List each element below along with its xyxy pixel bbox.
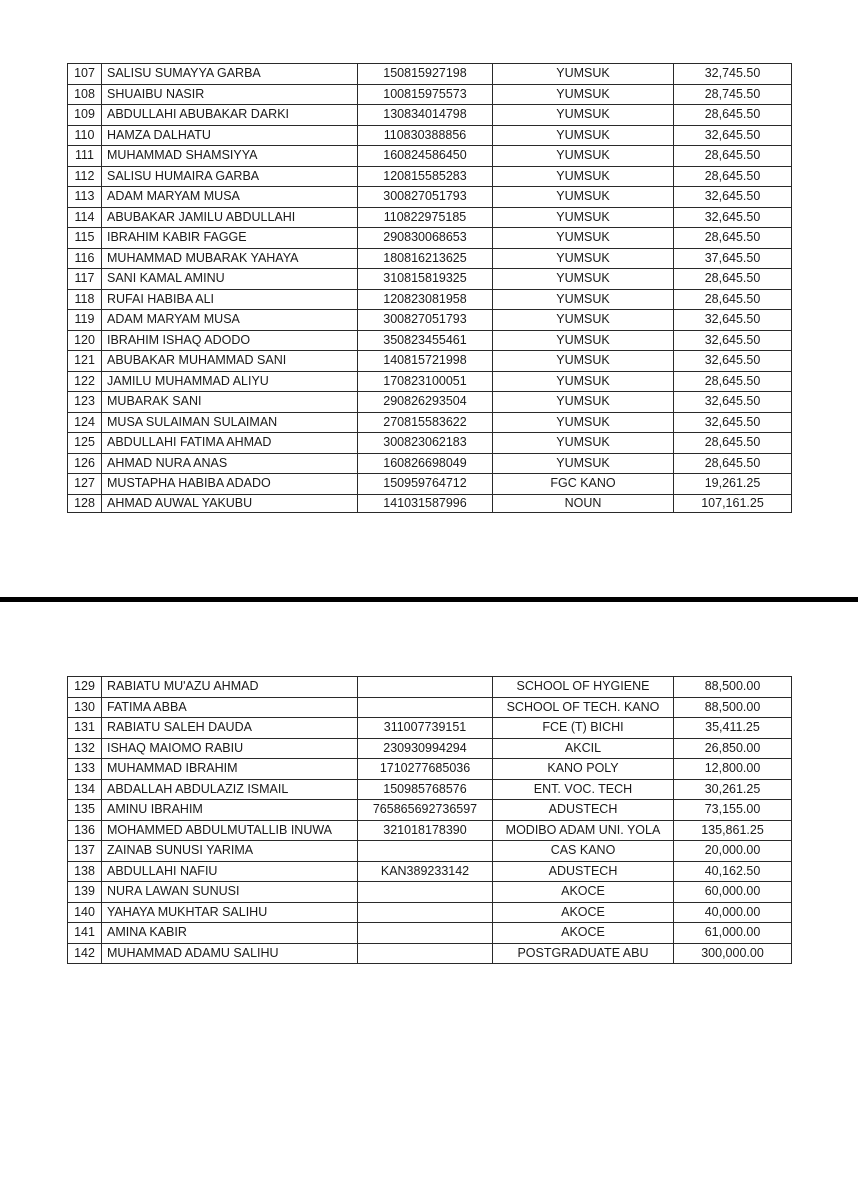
table-row — [68, 882, 792, 903]
payee-name: ABDULLAHI NAFIU — [102, 861, 358, 882]
institution-name: YUMSUK — [493, 371, 674, 392]
table-row — [68, 738, 792, 759]
payee-name: ABDULLAHI ABUBAKAR DARKI — [102, 105, 358, 126]
amount: 19,261.25 — [674, 474, 792, 495]
amount: 12,800.00 — [674, 759, 792, 780]
row-number: 137 — [68, 841, 102, 862]
payee-name: NURA LAWAN SUNUSI — [102, 882, 358, 903]
row-number: 123 — [68, 392, 102, 413]
table-row — [68, 861, 792, 882]
row-number: 131 — [68, 718, 102, 739]
row-number: 113 — [68, 187, 102, 208]
institution-name: YUMSUK — [493, 433, 674, 454]
amount: 28,745.50 — [674, 84, 792, 105]
row-number: 108 — [68, 84, 102, 105]
payee-name: RUFAI HABIBA ALI — [102, 289, 358, 310]
table-row — [68, 125, 792, 146]
institution-name: YUMSUK — [493, 166, 674, 187]
institution-name: MODIBO ADAM UNI. YOLA — [493, 820, 674, 841]
table-row — [68, 943, 792, 964]
institution-name: YUMSUK — [493, 392, 674, 413]
account-number — [358, 902, 493, 923]
row-number: 122 — [68, 371, 102, 392]
payee-name: ABDULLAHI FATIMA AHMAD — [102, 433, 358, 454]
amount: 40,000.00 — [674, 902, 792, 923]
table-row — [68, 207, 792, 228]
row-number: 110 — [68, 125, 102, 146]
amount: 32,645.50 — [674, 330, 792, 351]
payee-name: ZAINAB SUNUSI YARIMA — [102, 841, 358, 862]
amount: 32,645.50 — [674, 412, 792, 433]
account-number: 1710277685036 — [358, 759, 493, 780]
amount: 37,645.50 — [674, 248, 792, 269]
table-row — [68, 330, 792, 351]
row-number: 132 — [68, 738, 102, 759]
institution-name: YUMSUK — [493, 269, 674, 290]
payee-name: ABDALLAH ABDULAZIZ ISMAIL — [102, 779, 358, 800]
amount: 32,645.50 — [674, 207, 792, 228]
table-row — [68, 923, 792, 944]
amount: 28,645.50 — [674, 105, 792, 126]
payee-name: SALISU SUMAYYA GARBA — [102, 64, 358, 85]
page-cut-area — [0, 516, 858, 596]
amount: 30,261.25 — [674, 779, 792, 800]
row-number: 130 — [68, 697, 102, 718]
row-number: 140 — [68, 902, 102, 923]
row-number: 135 — [68, 800, 102, 821]
account-number: 311007739151 — [358, 718, 493, 739]
payee-name: MUHAMMAD IBRAHIM — [102, 759, 358, 780]
amount: 26,850.00 — [674, 738, 792, 759]
row-number: 139 — [68, 882, 102, 903]
table-row — [68, 841, 792, 862]
institution-name: YUMSUK — [493, 207, 674, 228]
row-number: 126 — [68, 453, 102, 474]
payee-name: JAMILU MUHAMMAD ALIYU — [102, 371, 358, 392]
account-number: 180816213625 — [358, 248, 493, 269]
account-number: 120815585283 — [358, 166, 493, 187]
ledger-table-bottom — [67, 676, 792, 964]
row-number: 120 — [68, 330, 102, 351]
table-row — [68, 269, 792, 290]
payee-name: MUSA SULAIMAN SULAIMAN — [102, 412, 358, 433]
table-row — [68, 433, 792, 454]
payee-name: HAMZA DALHATU — [102, 125, 358, 146]
table-row — [68, 166, 792, 187]
amount: 300,000.00 — [674, 943, 792, 964]
amount: 35,411.25 — [674, 718, 792, 739]
amount: 88,500.00 — [674, 677, 792, 698]
row-number: 127 — [68, 474, 102, 495]
payee-name: MOHAMMED ABDULMUTALLIB INUWA — [102, 820, 358, 841]
row-number: 141 — [68, 923, 102, 944]
amount: 135,861.25 — [674, 820, 792, 841]
institution-name: YUMSUK — [493, 228, 674, 249]
institution-name: AKOCE — [493, 902, 674, 923]
account-number: 110830388856 — [358, 125, 493, 146]
account-number — [358, 841, 493, 862]
payee-name: MUHAMMAD ADAMU SALIHU — [102, 943, 358, 964]
amount: 32,645.50 — [674, 310, 792, 331]
table-row — [68, 187, 792, 208]
table-row — [68, 412, 792, 433]
amount: 28,645.50 — [674, 289, 792, 310]
amount: 28,645.50 — [674, 166, 792, 187]
account-number: 321018178390 — [358, 820, 493, 841]
row-number: 121 — [68, 351, 102, 372]
institution-name: YUMSUK — [493, 248, 674, 269]
table-row — [68, 453, 792, 474]
account-number: KAN389233142 — [358, 861, 493, 882]
account-number: 160826698049 — [358, 453, 493, 474]
account-number: 160824586450 — [358, 146, 493, 167]
table-row — [68, 392, 792, 413]
account-number: 300827051793 — [358, 187, 493, 208]
institution-name: YUMSUK — [493, 453, 674, 474]
institution-name: ENT. VOC. TECH — [493, 779, 674, 800]
row-number: 109 — [68, 105, 102, 126]
amount: 28,645.50 — [674, 269, 792, 290]
institution-name: YUMSUK — [493, 310, 674, 331]
ledger-table-top — [67, 63, 792, 513]
institution-name: AKOCE — [493, 923, 674, 944]
institution-name: CAS KANO — [493, 841, 674, 862]
institution-name: YUMSUK — [493, 146, 674, 167]
institution-name: YUMSUK — [493, 125, 674, 146]
amount: 61,000.00 — [674, 923, 792, 944]
table-row — [68, 248, 792, 269]
row-number: 129 — [68, 677, 102, 698]
table-row — [68, 228, 792, 249]
payee-name: RABIATU SALEH DAUDA — [102, 718, 358, 739]
row-number: 128 — [68, 494, 102, 512]
row-number: 114 — [68, 207, 102, 228]
account-number: 300823062183 — [358, 433, 493, 454]
institution-name: POSTGRADUATE ABU — [493, 943, 674, 964]
institution-name: YUMSUK — [493, 84, 674, 105]
account-number — [358, 943, 493, 964]
account-number — [358, 677, 493, 698]
table-row — [68, 310, 792, 331]
ledger-table-top-body — [68, 64, 792, 513]
payee-name: AHMAD AUWAL YAKUBU — [102, 494, 358, 512]
row-number: 138 — [68, 861, 102, 882]
institution-name: SCHOOL OF HYGIENE — [493, 677, 674, 698]
payee-name: MUSTAPHA HABIBA ADADO — [102, 474, 358, 495]
account-number: 110822975185 — [358, 207, 493, 228]
account-number: 290826293504 — [358, 392, 493, 413]
institution-name: SCHOOL OF TECH. KANO — [493, 697, 674, 718]
payee-name: ADAM MARYAM MUSA — [102, 187, 358, 208]
amount: 32,645.50 — [674, 125, 792, 146]
table-row — [68, 779, 792, 800]
row-number: 136 — [68, 820, 102, 841]
payee-name: MUBARAK SANI — [102, 392, 358, 413]
institution-name: KANO POLY — [493, 759, 674, 780]
row-number: 124 — [68, 412, 102, 433]
table-row — [68, 371, 792, 392]
table-row — [68, 474, 792, 495]
amount: 73,155.00 — [674, 800, 792, 821]
payee-name: ISHAQ MAIOMO RABIU — [102, 738, 358, 759]
account-number: 300827051793 — [358, 310, 493, 331]
table-row — [68, 718, 792, 739]
account-number: 310815819325 — [358, 269, 493, 290]
payee-name: FATIMA ABBA — [102, 697, 358, 718]
institution-name: YUMSUK — [493, 351, 674, 372]
payee-name: SHUAIBU NASIR — [102, 84, 358, 105]
table-row — [68, 84, 792, 105]
table-row — [68, 105, 792, 126]
payee-name: IBRAHIM KABIR FAGGE — [102, 228, 358, 249]
institution-name: YUMSUK — [493, 412, 674, 433]
institution-name: YUMSUK — [493, 64, 674, 85]
row-number: 116 — [68, 248, 102, 269]
table-row — [68, 820, 792, 841]
row-number: 111 — [68, 146, 102, 167]
account-number: 150959764712 — [358, 474, 493, 495]
account-number: 765865692736597 — [358, 800, 493, 821]
table-row — [68, 146, 792, 167]
account-number — [358, 882, 493, 903]
amount: 28,645.50 — [674, 371, 792, 392]
account-number: 270815583622 — [358, 412, 493, 433]
amount: 28,645.50 — [674, 433, 792, 454]
payee-name: ABUBAKAR MUHAMMAD SANI — [102, 351, 358, 372]
institution-name: YUMSUK — [493, 289, 674, 310]
institution-name: AKOCE — [493, 882, 674, 903]
payee-name: RABIATU MU'AZU AHMAD — [102, 677, 358, 698]
row-number: 115 — [68, 228, 102, 249]
table-row — [68, 494, 792, 512]
account-number: 100815975573 — [358, 84, 493, 105]
payee-name: ADAM MARYAM MUSA — [102, 310, 358, 331]
payee-name: MUHAMMAD MUBARAK YAHAYA — [102, 248, 358, 269]
page-divider — [0, 597, 858, 602]
amount: 20,000.00 — [674, 841, 792, 862]
table-row — [68, 697, 792, 718]
account-number: 141031587996 — [358, 494, 493, 512]
amount: 40,162.50 — [674, 861, 792, 882]
amount: 107,161.25 — [674, 494, 792, 512]
table-row — [68, 902, 792, 923]
row-number: 142 — [68, 943, 102, 964]
institution-name: YUMSUK — [493, 187, 674, 208]
institution-name: FCE (T) BICHI — [493, 718, 674, 739]
payee-name: SANI KAMAL AMINU — [102, 269, 358, 290]
payee-name: ABUBAKAR JAMILU ABDULLAHI — [102, 207, 358, 228]
institution-name: FGC KANO — [493, 474, 674, 495]
table-row — [68, 759, 792, 780]
payee-name: IBRAHIM ISHAQ ADODO — [102, 330, 358, 351]
row-number: 118 — [68, 289, 102, 310]
amount: 32,745.50 — [674, 64, 792, 85]
account-number — [358, 923, 493, 944]
amount: 60,000.00 — [674, 882, 792, 903]
payee-name: SALISU HUMAIRA GARBA — [102, 166, 358, 187]
row-number: 133 — [68, 759, 102, 780]
amount: 28,645.50 — [674, 146, 792, 167]
account-number — [358, 697, 493, 718]
institution-name: AKCIL — [493, 738, 674, 759]
row-number: 107 — [68, 64, 102, 85]
institution-name: NOUN — [493, 494, 674, 512]
ledger-table-bottom-body — [68, 677, 792, 964]
amount: 32,645.50 — [674, 351, 792, 372]
row-number: 134 — [68, 779, 102, 800]
payee-name: AMINA KABIR — [102, 923, 358, 944]
amount: 28,645.50 — [674, 453, 792, 474]
account-number: 290830068653 — [358, 228, 493, 249]
account-number: 130834014798 — [358, 105, 493, 126]
account-number: 150985768576 — [358, 779, 493, 800]
payee-name: MUHAMMAD SHAMSIYYA — [102, 146, 358, 167]
payee-name: YAHAYA MUKHTAR SALIHU — [102, 902, 358, 923]
table-row — [68, 800, 792, 821]
table-row — [68, 289, 792, 310]
amount: 88,500.00 — [674, 697, 792, 718]
account-number: 170823100051 — [358, 371, 493, 392]
account-number: 120823081958 — [358, 289, 493, 310]
payee-name: AMINU IBRAHIM — [102, 800, 358, 821]
payee-name: AHMAD NURA ANAS — [102, 453, 358, 474]
amount: 28,645.50 — [674, 228, 792, 249]
institution-name: YUMSUK — [493, 330, 674, 351]
account-number: 350823455461 — [358, 330, 493, 351]
institution-name: YUMSUK — [493, 105, 674, 126]
institution-name: ADUSTECH — [493, 861, 674, 882]
account-number: 230930994294 — [358, 738, 493, 759]
institution-name: ADUSTECH — [493, 800, 674, 821]
row-number: 125 — [68, 433, 102, 454]
amount: 32,645.50 — [674, 187, 792, 208]
account-number: 140815721998 — [358, 351, 493, 372]
row-number: 117 — [68, 269, 102, 290]
row-number: 119 — [68, 310, 102, 331]
row-number: 112 — [68, 166, 102, 187]
amount: 32,645.50 — [674, 392, 792, 413]
account-number: 150815927198 — [358, 64, 493, 85]
table-row — [68, 64, 792, 85]
table-row — [68, 351, 792, 372]
table-row — [68, 677, 792, 698]
